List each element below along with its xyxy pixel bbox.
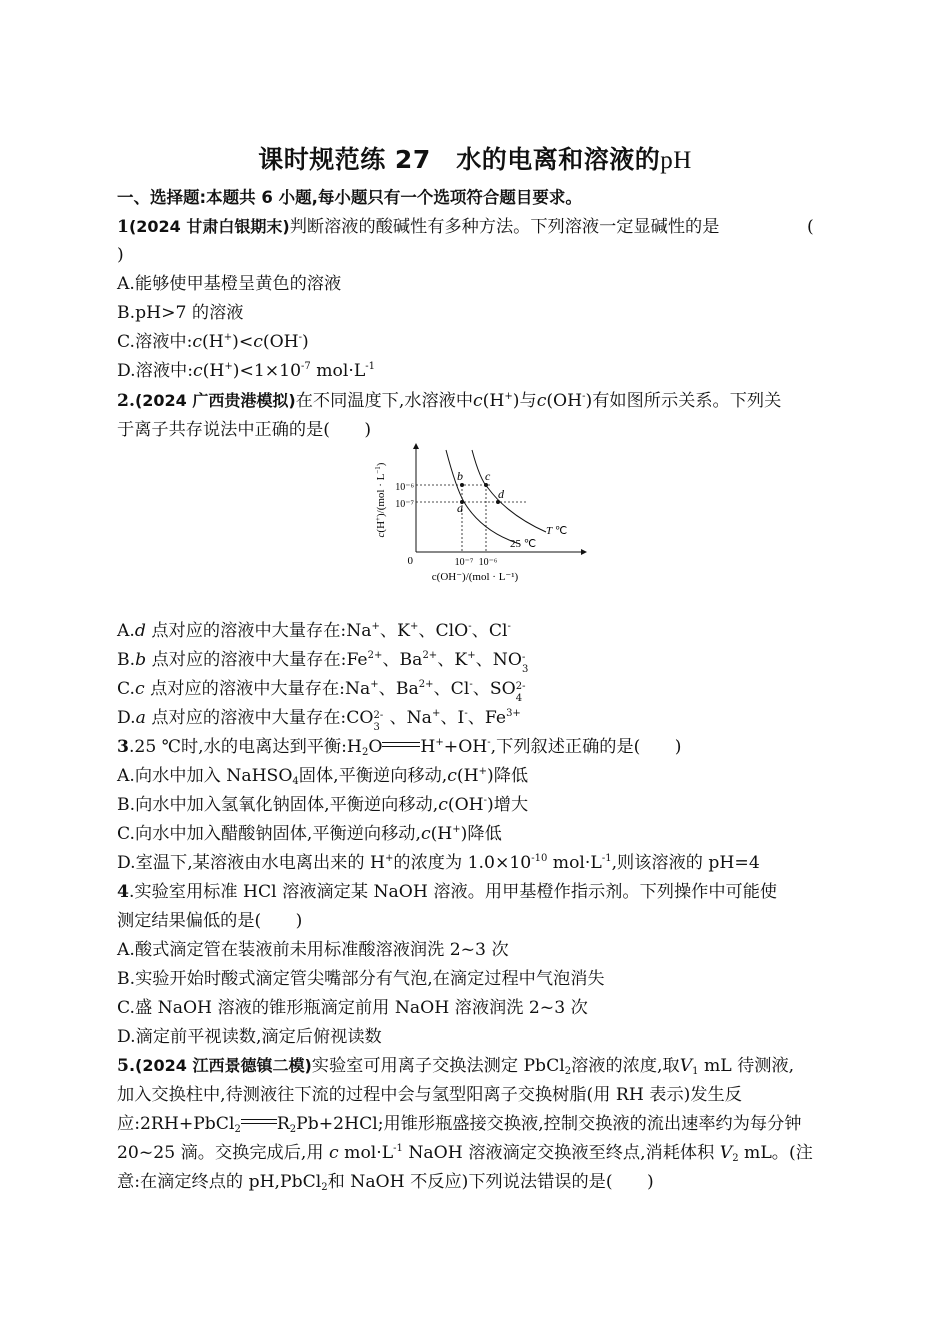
- q4-stem: 4.实验室用标准 HCl 溶液滴定某 NaOH 溶液。用甲基橙作指示剂。下列操作中可能使: [117, 882, 778, 902]
- q2-option-a: A.d 点对应的溶液中大量存在:Na+、K+、ClO-、Cl-: [117, 621, 511, 641]
- q1-option-a: A.能够使甲基橙呈黄色的溶液: [117, 274, 342, 294]
- q3-stem: 3.25 ℃时,水的电离达到平衡$:H_2O$ H++OH-,下列叙述正确的是( ): [117, 737, 682, 758]
- x-tick-2: 10⁻⁶: [478, 557, 498, 568]
- curve-label-TC: T ℃: [546, 525, 568, 537]
- q5-line-3: 应:2RH+PbCl$_2$ $R_2Pb+2HCl$;用锥形瓶盛接交换液,控制交换液的流出速率约为每分钟: [117, 1114, 802, 1135]
- q5-line-2: 加入交换柱中,待测液往下流的过程中会与氢型阳离子交换树脂(用 RH 表示)发生反: [117, 1085, 742, 1105]
- label-a: a: [457, 501, 463, 515]
- y-tick-1: 10⁻⁶: [395, 482, 414, 493]
- q3-option-d: D.室温下,某溶液由水电离出来的 H+的浓度为 $1.0\times 10^{-10}$ $mol\cdot L^{-1}$,则该溶液的 pH=4: [117, 853, 760, 873]
- y-tick-2: 10⁻⁷: [395, 499, 414, 510]
- equilibrium-arrow: [382, 741, 420, 749]
- q4-option-c: C.盛 NaOH 溶液的锥形瓶滴定前用 NaOH 溶液润洗 2~3 次: [117, 998, 588, 1018]
- y-axis-label: $c(H^+)/(mol \cdot L^{-1})$: [374, 462, 387, 538]
- q1-paren: ): [117, 245, 124, 265]
- curve-label-25C: 25 ℃: [510, 538, 537, 550]
- q1-option-d: D.溶液中$:c(H^+)<1\times 10^{-7}$ $mol\cdot L^{-1}$: [117, 361, 376, 381]
- origin-label: 0: [407, 555, 413, 567]
- curve-25C: [446, 450, 520, 544]
- curve-TC: [472, 450, 546, 532]
- q3-option-a: A.向水中加入 NaHSO$_4$固体,平衡逆向移动,c(H+)降低: [117, 766, 529, 787]
- q4-option-b: B.实验开始时酸式滴定管尖嘴部分有气泡,在滴定过程中气泡消失: [117, 969, 605, 989]
- label-d: d: [498, 487, 504, 501]
- q2-option-c: C.c 点对应的溶液中大量存在:Na+、$Ba^{2+}$、Cl-、SO 2- 4: [117, 679, 526, 704]
- label-b: b: [457, 469, 463, 483]
- label-c: c: [485, 469, 491, 483]
- q2-stem: 2.(2024 广西贵港模拟)在不同温度下,水溶液中c(H+)与c(OH-)有如图所示关系。下列关: [117, 391, 782, 411]
- q4-option-d: D.滴定前平视读数,滴定后俯视读数: [117, 1027, 382, 1047]
- q4-option-a: A.酸式滴定管在装液前未用标准酸溶液润洗 2~3 次: [117, 940, 509, 960]
- title-ph: pH: [660, 147, 692, 174]
- q4-stem-2: 测定结果偏低的是( ): [117, 911, 303, 931]
- x-axis-label: c(OH⁻)/(mol · L⁻¹): [431, 571, 519, 583]
- q5-line-1: 5.(2024 江西景德镇二模)实验室可用离子交换法测定 PbCl$_2$溶液的浓度,取$V_1$ mL 待测液,: [117, 1056, 795, 1077]
- q1-option-c: C.溶液中:c(H+)<c(OH-): [117, 332, 309, 352]
- q3-option-b: B.向水中加入氢氧化钠固体,平衡逆向移动,c(OH-)增大: [117, 795, 529, 815]
- title-text: 课时规范练 27 水的电离和溶液的: [258, 145, 661, 174]
- q1-option-b: B.pH>7 的溶液: [117, 303, 244, 323]
- q5-line-5: 意:在滴定终点的 pH,PbCl$_2$和 NaOH 不反应)下列说法错误的是( ): [117, 1172, 654, 1193]
- q1-stem: 1(2024 甘肃白银期末)判断溶液的酸碱性有多种方法。下列溶液一定显碱性的是 (: [117, 217, 814, 237]
- x-tick-1: 10⁻⁷: [454, 557, 474, 568]
- kw-chart: [360, 440, 590, 590]
- equals-double-line: [241, 1118, 277, 1126]
- q2-stem-2: 于离子共存说法中正确的是( ): [117, 420, 372, 440]
- q2-option-d: D.a 点对应的溶液中大量存在:CO 2- 3 、Na+、I-、$Fe^{3+}$: [117, 708, 521, 733]
- section-heading: 一、选择题:本题共 6 小题,每小题只有一个选项符合题目要求。: [117, 188, 582, 207]
- point-b: [460, 483, 464, 487]
- q2-option-b: B.b 点对应的溶液中大量存在$:Fe^{2+}$、$Ba^{2+}$、K+、NO - 3: [117, 650, 529, 675]
- point-c: [484, 483, 488, 487]
- q5-line-4: 20~25 滴。交换完成后,用 c $mol\cdot L^{-1}$ NaOH 溶液滴定交换液至终点,消耗体积 $V_2$ mL。(注: [117, 1143, 813, 1164]
- page-title: [0, 140, 950, 176]
- q3-option-c: C.向水中加入醋酸钠固体,平衡逆向移动,c(H+)降低: [117, 824, 502, 844]
